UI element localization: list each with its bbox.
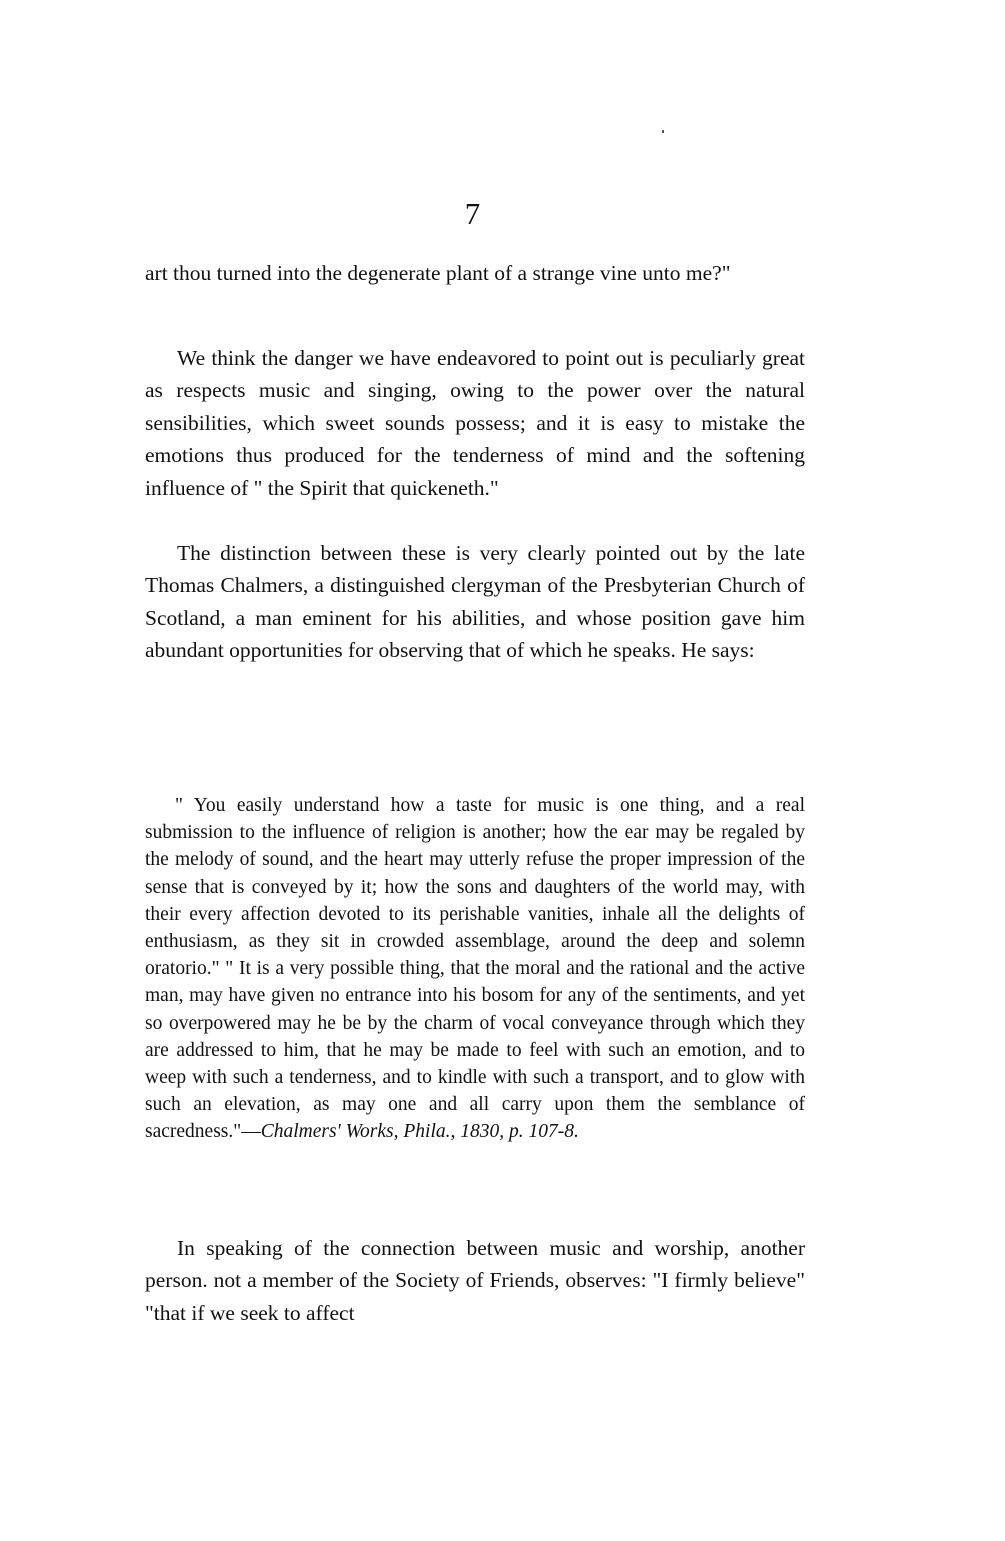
page-number: 7 [464,196,481,231]
paragraph-2-text: We think the danger we have endeavored to point out is peculiarly great as respects music and singing, owing to the power over the natural sensibilities, which sweet sounds possess; and it is easy to mistake the emotions thus produced for the tenderness of mind and the softening influence of " the Spirit that quickeneth." [145,346,805,500]
print-speck [662,130,664,133]
paragraph-1-text: art thou turned into the degenerate plant of a strange vine unto me?" [145,261,731,285]
paragraph-continuation [145,257,805,289]
quotation-citation: Chalmers' Works, Phila., 1830, p. 107-8. [260,1121,579,1143]
paragraph-closing [145,1232,805,1329]
paragraph-4-text: In speaking of the connection between music and worship, another person. not a member of the Society of Friends, observes: "I firmly believe" "that if we seek to affect [145,1236,805,1325]
chalmers-quotation [145,792,805,1146]
quotation-text: " You easily understand how a taste for music is one thing, and a real submission to the influence of religion is another; how the ear may be regaled by the melody of sound, and the heart may utterly refuse the proper impression of the sense that is conveyed by it; how the sons and daughters of the world may, with their every affection devoted to its perishable vanities, inhale all the delights of enthusiasm, as they sit in crowded assemblage, around the deep and solemn oratorio." " It is a very possible thing, that the moral and the rational and the active man, may have given no entrance into his bosom for any of the sentiments, and yet so overpowered may he be by the charm of vocal conveyance through which they are addressed to him, that he may be made to feel with such an emotion, and to weep with such a tenderness, and to kindle with such a transport, and to glow with such an elevation, as may one and all carry upon them the semblance of sacredness."— [145,795,805,1143]
quotation-body [145,792,805,1146]
paragraph-3-text: The distinction between these is very clearly pointed out by the late Thomas Chalmers, a distinguished clergyman of the Presbyterian Church of Scotland, a man eminent for his abilities, and whose position gave him abundant opportunities for observing that of which he speaks. He says: [145,541,805,663]
paragraph-distinction [145,537,805,667]
paragraph-danger [145,342,805,504]
